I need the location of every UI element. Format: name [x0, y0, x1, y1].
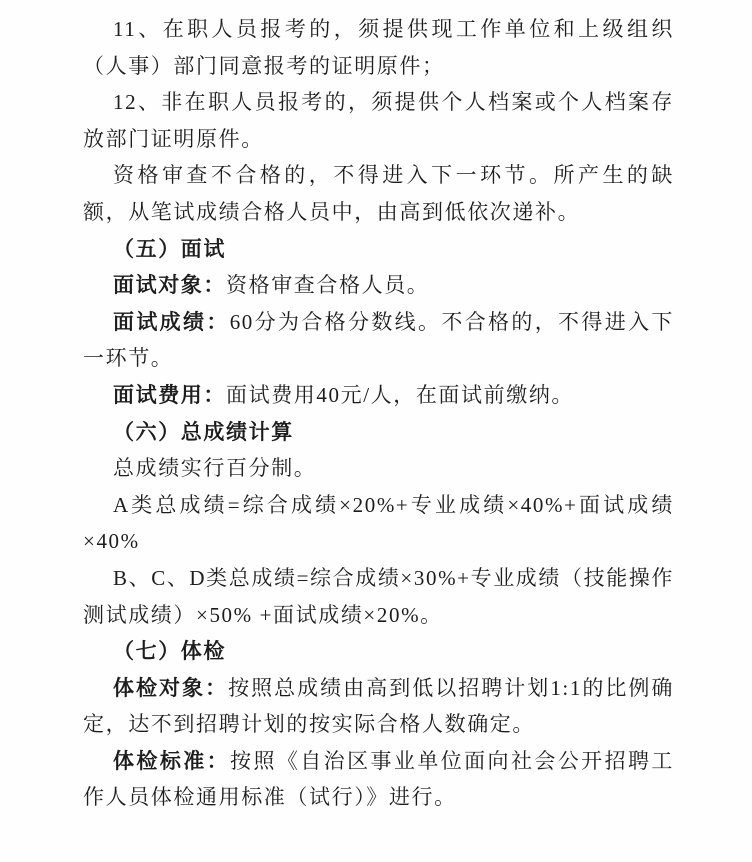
paragraph: B、C、D类总成绩=综合成绩×30%+专业成绩（技能操作测试成绩）×50% +面试成绩×20%。 — [83, 565, 675, 627]
paragraph-text: 按照《自治区事业单位面向社会公开招聘工作人员体检通用标准（试行）》进行。 — [83, 748, 674, 810]
paragraph — [83, 304, 674, 377]
paragraph-text: 60分为合格分数线。不合格的，不得进入下一环节。 — [83, 309, 675, 371]
paragraph-label: 面试对象： — [113, 273, 226, 298]
paragraph-text: 资格审查合格人员。 — [226, 273, 430, 298]
paragraph-label: 体检对象： — [113, 675, 229, 700]
paragraph: 11、在职人员报考的，须提供现工作单位和上级组织（人事）部门同意报考的证明原件； — [83, 17, 674, 78]
paragraph: 资格审查不合格的，不得进入下一环节。所产生的缺额，从笔试成绩合格人员中，由高到低依次递补。 — [83, 163, 674, 224]
paragraph-label: 面试成绩： — [113, 309, 230, 334]
paragraph-text: 面试费用40元/人，在面试前缴纳。 — [226, 382, 575, 407]
paragraph: 总成绩实行百分制。 — [113, 456, 317, 481]
section-heading-total-score: （六）总成绩计算 — [113, 419, 294, 444]
paragraph — [83, 267, 674, 304]
section-heading-interview: （五）面试 — [113, 236, 226, 261]
paragraph — [83, 377, 674, 414]
section-heading-physical-exam: （七）体检 — [113, 639, 226, 664]
paragraph-label: 体检标准： — [113, 748, 231, 773]
paragraph-label: 面试费用： — [113, 382, 226, 407]
paragraph — [83, 743, 674, 816]
paragraph: 12、非在职人员报考的，须提供个人档案或个人档案存放部门证明原件。 — [83, 90, 674, 151]
paragraph: A类总成绩=综合成绩×20%+专业成绩×40%+面试成绩×40% — [83, 492, 674, 554]
paragraph-text: 按照总成绩由高到低以招聘计划1:1的比例确定，达不到招聘计划的按实际合格人数确定。 — [83, 675, 675, 737]
paragraph — [83, 670, 674, 743]
